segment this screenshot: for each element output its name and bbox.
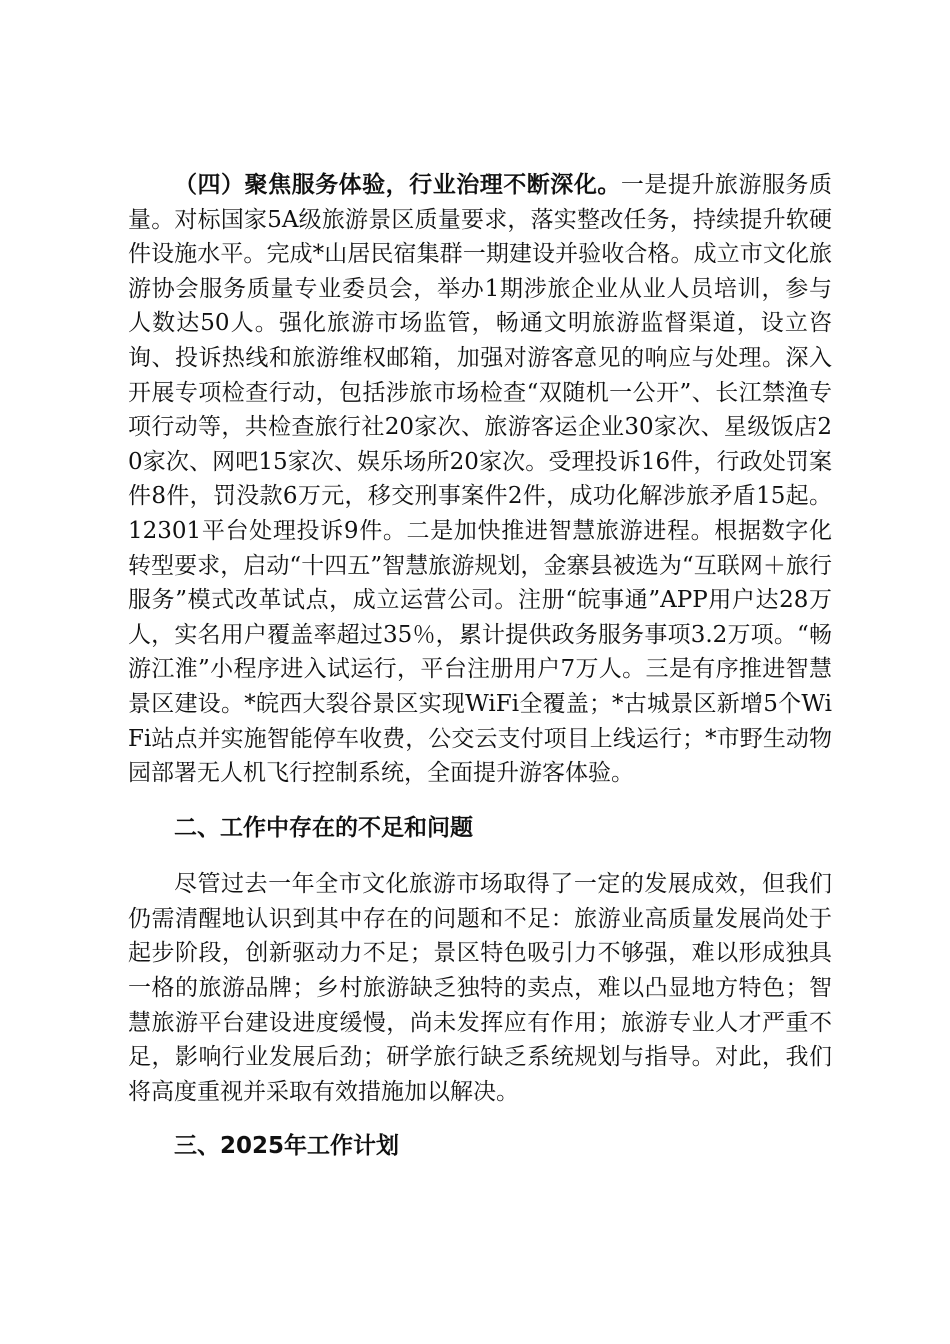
- section-four-paragraph: [128, 168, 832, 791]
- heading-work-plan: 三、2025年工作计划: [174, 1133, 400, 1160]
- problems-paragraph: 尽管过去一年全市文化旅游市场取得了一定的发展成效，但我们仍需清醒地认识到其中存在的问题和不足：旅游业高质量发展尚处于起步阶段，创新驱动力不足；景区特色吸引力不够强，难以形成独具一格的旅游品牌；乡村旅游缺乏独特的卖点，难以凸显地方特色；智慧旅游平台建设进度缓慢，尚未发挥应有作用；旅游专业人才严重不足，影响行业发展后劲；研学旅行缺乏系统规划与指导。对此，我们将高度重视并采取有效措施加以解决。: [128, 871, 832, 1105]
- section-four-text: 一是提升旅游服务质量。对标国家5A级旅游景区质量要求，落实整改任务，持续提升软硬件设施水平。完成*山居民宿集群一期建设并验收合格。成立市文化旅游协会服务质量专业委员会，举办1期涉旅企业从业人员培训，参与人数达50人。强化旅游市场监管，畅通文明旅游监督渠道，设立咨询、投诉热线和旅游维权邮箱，加强对游客意见的响应与处理。深入开展专项检查行动，包括涉旅市场检查“双随机一公开”、长江禁渔专项行动等，共检查旅行社20家次、旅游客运企业30家次、星级饭店20家次、网吧15家次、娱乐场所20家次。受理投诉16件，行政处罚案件8件，罚没款6万元，移交刑事案件2件，成功化解涉旅矛盾15起。12301平台处理投诉9件。二是加快推进智慧旅游进程。根据数字化转型要求，启动“十四五”智慧旅游规划，金寨县被选为“互联网＋旅行服务”模式改革试点，成立运营公司。注册“皖事通”APP用户达28万人，实名用户覆盖率超过35％，累计提供政务服务事项3.2万项。“畅游江淮”小程序进入试运行，平台注册用户7万人。三是有序推进智慧景区建设。*皖西大裂谷景区实现WiFi全覆盖；*古城景区新增5个WiFi站点并实施智能停车收费，公交云支付项目上线运行；*市野生动物园部署无人机飞行控制系统，全面提升游客体验。: [128, 172, 833, 787]
- heading-problems: 二、工作中存在的不足和问题: [174, 814, 473, 841]
- section-four-lead: （四）聚焦服务体验，行业治理不断深化。: [174, 172, 621, 198]
- document-body: [128, 168, 832, 1164]
